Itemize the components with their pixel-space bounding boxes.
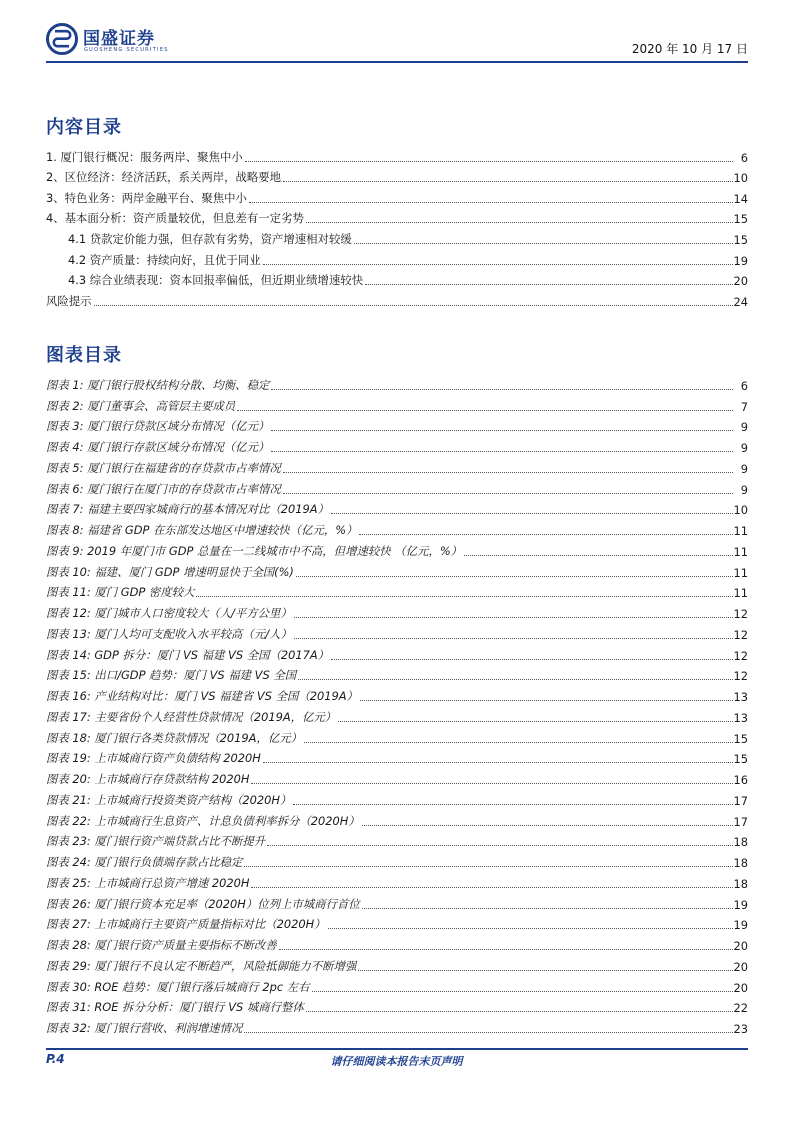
figure-entry[interactable] bbox=[46, 642, 748, 663]
figure-entry-page-number: 11 bbox=[733, 524, 748, 538]
figure-entry-label: 图表 9: 2019 年厦门市 GDP 总量在一二线城市中不高，但增速较快 （亿元，%） bbox=[46, 543, 463, 558]
figure-entry-page-number: 13 bbox=[733, 690, 748, 704]
dot-leader bbox=[249, 202, 733, 203]
dot-leader bbox=[306, 222, 733, 223]
figure-entry-page-number: 11 bbox=[733, 544, 748, 559]
contents-entry-page-number: 14 bbox=[733, 191, 748, 206]
dot-leader bbox=[279, 949, 733, 950]
figure-entry[interactable] bbox=[46, 414, 748, 435]
page-header bbox=[46, 18, 748, 62]
figures-list bbox=[46, 372, 748, 1036]
page-number: P.4 bbox=[46, 1052, 65, 1066]
figure-entry-label: 图表 13: 厦门人均可支配收入水平较高（元/人） bbox=[46, 626, 292, 641]
contents-entry[interactable] bbox=[46, 165, 748, 186]
figure-entry-page-number: 17 bbox=[733, 814, 748, 829]
dot-leader bbox=[358, 970, 732, 971]
figure-entry-page-number: 13 bbox=[733, 710, 748, 725]
figure-entry-page-number: 11 bbox=[733, 565, 748, 580]
dot-leader bbox=[263, 762, 733, 763]
figure-entry-label: 图表 12: 厦门城市人口密度较大（人/平方公里） bbox=[46, 606, 292, 620]
figure-entry-page-number: 23 bbox=[733, 1022, 748, 1036]
dot-leader bbox=[362, 908, 733, 909]
contents-entry-label: 3、特色业务：两岸金融平台、聚焦中小 bbox=[46, 190, 247, 205]
figure-entry-page-number: 16 bbox=[733, 773, 748, 787]
contents-entry-page-number: 15 bbox=[733, 212, 748, 227]
figures-title: 图表目录 bbox=[46, 345, 122, 366]
figure-entry-label: 图表 11: 厦门 GDP 密度较大 bbox=[46, 585, 195, 600]
contents-entry-label: 4.1 贷款定价能力强，但存款有劣势，资产增速相对较缓 bbox=[68, 231, 352, 246]
dot-leader bbox=[293, 804, 732, 805]
figure-entry-page-number: 18 bbox=[733, 856, 748, 870]
figure-entry[interactable] bbox=[46, 1015, 748, 1036]
figure-entry-page-number: 12 bbox=[733, 627, 748, 642]
dot-leader bbox=[251, 783, 732, 784]
contents-entry[interactable] bbox=[46, 144, 748, 165]
figure-entry[interactable] bbox=[46, 932, 748, 953]
contents-list bbox=[46, 144, 748, 309]
figure-entry-label: 图表 21: 上市城商行投资类资产结构（2020H） bbox=[46, 792, 292, 807]
figure-entry[interactable] bbox=[46, 683, 748, 704]
figure-entry-label: 图表 20: 上市城商行存贷款结构 2020H bbox=[46, 772, 250, 786]
contents-entry-label: 4.2 资产质量：持续向好，且优于同业 bbox=[68, 252, 261, 267]
figure-entry[interactable] bbox=[46, 829, 748, 850]
dot-leader bbox=[312, 991, 733, 992]
figure-entry-page-number: 9 bbox=[740, 420, 748, 435]
figure-entry-label: 图表 2: 厦门董事会、高管层主要成员 bbox=[46, 398, 236, 413]
contents-entry[interactable] bbox=[46, 288, 748, 309]
figure-entry-label: 图表 15: 出口/GDP 趋势：厦门 VS 福建 VS 全国 bbox=[46, 668, 297, 683]
figure-entry[interactable] bbox=[46, 372, 748, 393]
dot-leader bbox=[237, 410, 733, 411]
figure-entry-page-number: 15 bbox=[733, 731, 748, 746]
dot-leader bbox=[251, 887, 732, 888]
header-divider bbox=[46, 61, 748, 63]
dot-leader bbox=[263, 264, 733, 265]
dot-leader bbox=[294, 617, 733, 618]
figure-entry[interactable] bbox=[46, 600, 748, 621]
figure-entry[interactable] bbox=[46, 663, 748, 684]
figure-entry-page-number: 7 bbox=[740, 399, 748, 414]
figure-entry-page-number: 11 bbox=[733, 586, 748, 601]
dot-leader bbox=[271, 451, 733, 452]
dot-leader bbox=[331, 659, 732, 660]
dot-leader bbox=[464, 555, 732, 556]
contents-entry-label: 2、区位经济：经济活跃，系关两岸，战略要地 bbox=[46, 170, 282, 185]
dot-leader bbox=[245, 161, 733, 162]
figure-entry-label: 图表 29: 厦门银行不良认定不断趋严，风险抵御能力不断增强 bbox=[46, 958, 357, 973]
figure-entry-page-number: 20 bbox=[733, 980, 748, 995]
figure-entry[interactable] bbox=[46, 974, 748, 995]
contents-title: 内容目录 bbox=[46, 117, 122, 138]
figure-entry[interactable] bbox=[46, 953, 748, 974]
figure-entry-label: 图表 27: 上市城商行主要资产质量指标对比（2020H） bbox=[46, 917, 326, 932]
contents-entry-page-number: 10 bbox=[733, 171, 748, 186]
figure-entry-page-number: 12 bbox=[733, 607, 748, 621]
figure-entry[interactable] bbox=[46, 746, 748, 767]
figure-entry-label: 图表 8: 福建省 GDP 在东部发达地区中增速较快（亿元，%） bbox=[46, 523, 358, 537]
dot-leader bbox=[354, 243, 733, 244]
figure-entry[interactable] bbox=[46, 434, 748, 455]
figure-entry[interactable] bbox=[46, 995, 748, 1016]
figure-entry-label: 图表 18: 厦门银行各类贷款情况（2019A，亿元） bbox=[46, 730, 302, 745]
figure-entry-label: 图表 22: 上市城商行生息资产、计息负债利率拆分（2020H） bbox=[46, 813, 360, 828]
figure-entry-label: 图表 26: 厦门银行资本充足率（2020H）位列上市城商行首位 bbox=[46, 896, 360, 911]
contents-entry[interactable] bbox=[46, 247, 748, 268]
contents-entry-page-number: 6 bbox=[740, 150, 748, 165]
figure-entry-page-number: 19 bbox=[733, 918, 748, 933]
figure-entry[interactable] bbox=[46, 621, 748, 642]
figure-entry-label: 图表 14: GDP 拆分：厦门 VS 福建 VS 全国（2017A） bbox=[46, 647, 330, 662]
figure-entry[interactable] bbox=[46, 870, 748, 891]
dot-leader bbox=[294, 638, 733, 639]
figure-entry[interactable] bbox=[46, 766, 748, 787]
figure-entry[interactable] bbox=[46, 912, 748, 933]
figure-entry[interactable] bbox=[46, 455, 748, 476]
figure-entry[interactable] bbox=[46, 891, 748, 912]
dot-leader bbox=[244, 1032, 732, 1033]
figure-entry-page-number: 12 bbox=[733, 669, 748, 684]
figure-entry[interactable] bbox=[46, 497, 748, 518]
figure-entry-label: 图表 19: 上市城商行资产负债结构 2020H bbox=[46, 751, 261, 766]
figure-entry-page-number: 12 bbox=[733, 648, 748, 663]
contents-entry[interactable] bbox=[46, 226, 748, 247]
figure-entry[interactable] bbox=[46, 849, 748, 870]
figure-entry[interactable] bbox=[46, 787, 748, 808]
figure-entry-page-number: 18 bbox=[733, 835, 748, 850]
figure-entry-page-number: 9 bbox=[740, 482, 748, 497]
dot-leader bbox=[196, 596, 732, 597]
dot-leader bbox=[244, 866, 732, 867]
figure-entry-label: 图表 1: 厦门银行股权结构分散、均衡、稳定 bbox=[46, 377, 270, 392]
dot-leader bbox=[328, 928, 733, 929]
dot-leader bbox=[360, 700, 733, 701]
figure-entry-page-number: 18 bbox=[733, 876, 748, 891]
figure-entry-label: 图表 3: 厦门银行贷款区域分布情况（亿元） bbox=[46, 419, 270, 434]
figure-entry[interactable] bbox=[46, 517, 748, 538]
dot-leader bbox=[283, 493, 733, 494]
dot-leader bbox=[304, 742, 733, 743]
dot-leader bbox=[283, 472, 733, 473]
contents-entry-label: 4、基本面分析：资产质量较优，但息差有一定劣势 bbox=[46, 211, 304, 226]
figure-entry[interactable] bbox=[46, 704, 748, 725]
dot-leader bbox=[359, 534, 732, 535]
figure-entry-label: 图表 5: 厦门银行在福建省的存贷款市占率情况 bbox=[46, 460, 281, 475]
figure-entry-label: 图表 6: 厦门银行在厦门市的存贷款市占率情况 bbox=[46, 481, 281, 496]
brand-name-cn: 国盛证券 bbox=[83, 29, 155, 49]
figure-entry[interactable] bbox=[46, 580, 748, 601]
contents-entry-label: 风险提示 bbox=[46, 293, 92, 308]
figure-entry[interactable] bbox=[46, 808, 748, 829]
figure-entry-label: 图表 23: 厦门银行资产端贷款占比不断提升 bbox=[46, 834, 266, 849]
contents-entry-label: 1. 厦门银行概况：服务两岸、聚焦中小 bbox=[46, 149, 243, 164]
figure-entry[interactable] bbox=[46, 538, 748, 559]
figure-entry-page-number: 22 bbox=[733, 1001, 748, 1016]
figure-entry-label: 图表 32: 厦门银行营收、利润增速情况 bbox=[46, 1021, 243, 1035]
figure-entry-label: 图表 30: ROE 趋势：厦门银行落后城商行 2pc 左右 bbox=[46, 979, 310, 994]
figure-entry-label: 图表 24: 厦门银行负债端存款占比稳定 bbox=[46, 855, 243, 869]
figure-entry-page-number: 17 bbox=[733, 793, 748, 808]
dot-leader bbox=[331, 513, 733, 514]
figure-entry-label: 图表 7: 福建主要四家城商行的基本情况对比（2019A） bbox=[46, 502, 329, 517]
figure-entry-label: 图表 4: 厦门银行存款区域分布情况（亿元） bbox=[46, 440, 270, 454]
figure-entry-label: 图表 17: 主要省份个人经营性贷款情况（2019A，亿元） bbox=[46, 709, 337, 724]
figure-entry-label: 图表 25: 上市城商行总资产增速 2020H bbox=[46, 875, 250, 890]
figure-entry[interactable] bbox=[46, 393, 748, 414]
contents-entry-page-number: 20 bbox=[733, 274, 748, 289]
dot-leader bbox=[94, 305, 733, 306]
contents-entry-label: 4.3 综合业绩表现：资本回报率偏低，但近期业绩增速较快 bbox=[68, 273, 364, 288]
footer-divider bbox=[46, 1048, 748, 1050]
figure-entry-label: 图表 28: 厦门银行资产质量主要指标不断改善 bbox=[46, 938, 277, 952]
disclaimer-notice: 请仔细阅读本报告末页声明 bbox=[330, 1055, 463, 1068]
figure-entry[interactable] bbox=[46, 725, 748, 746]
figure-entry-page-number: 10 bbox=[733, 503, 748, 518]
figure-entry[interactable] bbox=[46, 559, 748, 580]
dot-leader bbox=[298, 679, 732, 680]
contents-entry[interactable] bbox=[46, 206, 748, 227]
contents-entry-page-number: 24 bbox=[733, 294, 748, 309]
contents-entry[interactable] bbox=[46, 185, 748, 206]
contents-entry[interactable] bbox=[46, 268, 748, 289]
dot-leader bbox=[283, 181, 732, 182]
dot-leader bbox=[306, 1011, 733, 1012]
dot-leader bbox=[362, 825, 733, 826]
figure-entry-page-number: 15 bbox=[733, 752, 748, 767]
dot-leader bbox=[267, 845, 732, 846]
dot-leader bbox=[338, 721, 732, 722]
guosheng-logo-icon bbox=[46, 23, 78, 55]
contents-entry-page-number: 19 bbox=[733, 253, 748, 268]
figure-entry-page-number: 20 bbox=[733, 959, 748, 974]
dot-leader bbox=[296, 576, 733, 577]
report-date: 2020 年 10 月 17 日 bbox=[631, 42, 748, 56]
figure-entry-page-number: 19 bbox=[733, 897, 748, 912]
figure-entry-label: 图表 16: 产业结构对比：厦门 VS 福建省 VS 全国（2019A） bbox=[46, 689, 358, 703]
contents-entry-page-number: 15 bbox=[733, 232, 748, 247]
figure-entry-page-number: 9 bbox=[740, 461, 748, 476]
figure-entry-page-number: 6 bbox=[740, 378, 748, 393]
dot-leader bbox=[271, 430, 733, 431]
dot-leader bbox=[365, 284, 732, 285]
figure-entry-page-number: 20 bbox=[733, 939, 748, 953]
figure-entry[interactable] bbox=[46, 476, 748, 497]
figure-entry-label: 图表 10: 福建、厦门 GDP 增速明显快于全国(%) bbox=[46, 564, 294, 579]
figure-entry-label: 图表 31: ROE 拆分分析：厦门银行 VS 城商行整体 bbox=[46, 1000, 304, 1015]
brand-name-en: GUOSHENG SECURITIES bbox=[84, 47, 169, 53]
figure-entry-page-number: 9 bbox=[740, 441, 748, 455]
dot-leader bbox=[271, 389, 733, 390]
